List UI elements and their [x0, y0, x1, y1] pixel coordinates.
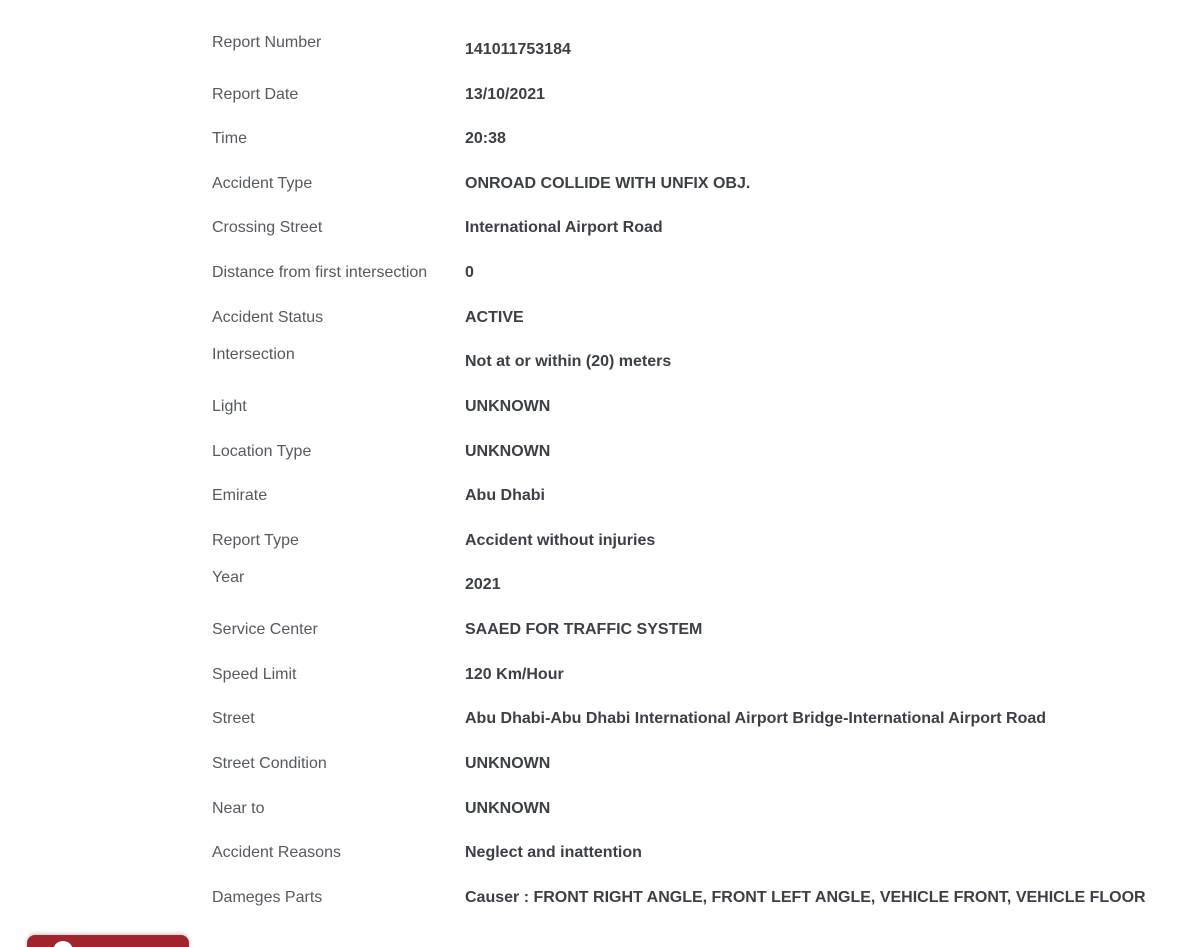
field-label: Distance from first intersection	[212, 264, 428, 281]
field-time	[212, 130, 1172, 160]
field-value: 141011753184	[465, 41, 571, 58]
field-value: Abu Dhabi-Abu Dhabi International Airport Bridge-International Airport Road	[465, 710, 1047, 727]
field-street-condition	[212, 755, 1172, 785]
field-speed-limit	[212, 666, 1172, 696]
field-value: 120 Km/Hour	[465, 666, 564, 683]
field-report-type	[212, 532, 1172, 562]
field-label: Dameges Parts	[212, 889, 323, 906]
field-location-type	[212, 443, 1172, 473]
field-emirate	[212, 487, 1172, 517]
field-distance-from-first-intersection	[212, 264, 1172, 294]
field-value: Causer : FRONT RIGHT ANGLE, FRONT LEFT ANGLE, VEHICLE FRONT, VEHICLE FLOOR	[465, 889, 1146, 906]
field-label: Speed Limit	[212, 666, 297, 683]
field-report-number	[212, 34, 1172, 64]
help-floating-button[interactable]	[27, 935, 189, 947]
help-icon	[53, 941, 73, 947]
field-label: Report Type	[212, 532, 299, 549]
field-value: Accident without injuries	[465, 532, 656, 549]
field-report-date	[212, 86, 1172, 116]
field-value: UNKNOWN	[465, 755, 551, 772]
field-year	[212, 569, 1172, 599]
field-near-to	[212, 800, 1172, 830]
field-label: Time	[212, 130, 247, 147]
field-label: Near to	[212, 800, 265, 817]
field-label: Emirate	[212, 487, 268, 504]
field-label: Report Number	[212, 34, 322, 51]
field-light	[212, 398, 1172, 428]
field-label: Report Date	[212, 86, 299, 103]
field-value: Abu Dhabi	[465, 487, 545, 504]
field-intersection	[212, 346, 1172, 376]
field-value: Neglect and inattention	[465, 844, 642, 861]
field-label: Intersection	[212, 346, 295, 363]
field-label: Year	[212, 569, 245, 586]
field-value: 20:38	[465, 130, 506, 147]
field-dameges-parts	[212, 889, 1172, 919]
field-value: UNKNOWN	[465, 800, 551, 817]
field-label: Accident Type	[212, 175, 313, 192]
field-value: 2021	[465, 576, 501, 593]
field-label: Location Type	[212, 443, 312, 460]
field-label: Street Condition	[212, 755, 327, 772]
field-value: ONROAD COLLIDE WITH UNFIX OBJ.	[465, 175, 751, 192]
field-accident-status	[212, 309, 1172, 339]
field-accident-reasons	[212, 844, 1172, 874]
field-accident-type	[212, 175, 1172, 205]
field-label: Light	[212, 398, 247, 415]
field-label: Street	[212, 710, 255, 727]
field-service-center	[212, 621, 1172, 651]
field-label: Accident Reasons	[212, 844, 341, 861]
field-value: ACTIVE	[465, 309, 524, 326]
field-value: International Airport Road	[465, 219, 663, 236]
field-label: Service Center	[212, 621, 318, 638]
field-value: UNKNOWN	[465, 443, 551, 460]
field-label: Accident Status	[212, 309, 324, 326]
field-value: 13/10/2021	[465, 86, 546, 103]
field-value: Not at or within (20) meters	[465, 353, 672, 370]
field-value: SAAED FOR TRAFFIC SYSTEM	[465, 621, 703, 638]
field-street	[212, 710, 1172, 740]
field-value: 0	[465, 264, 474, 281]
field-label: Crossing Street	[212, 219, 323, 236]
field-crossing-street	[212, 219, 1172, 249]
field-value: UNKNOWN	[465, 398, 551, 415]
